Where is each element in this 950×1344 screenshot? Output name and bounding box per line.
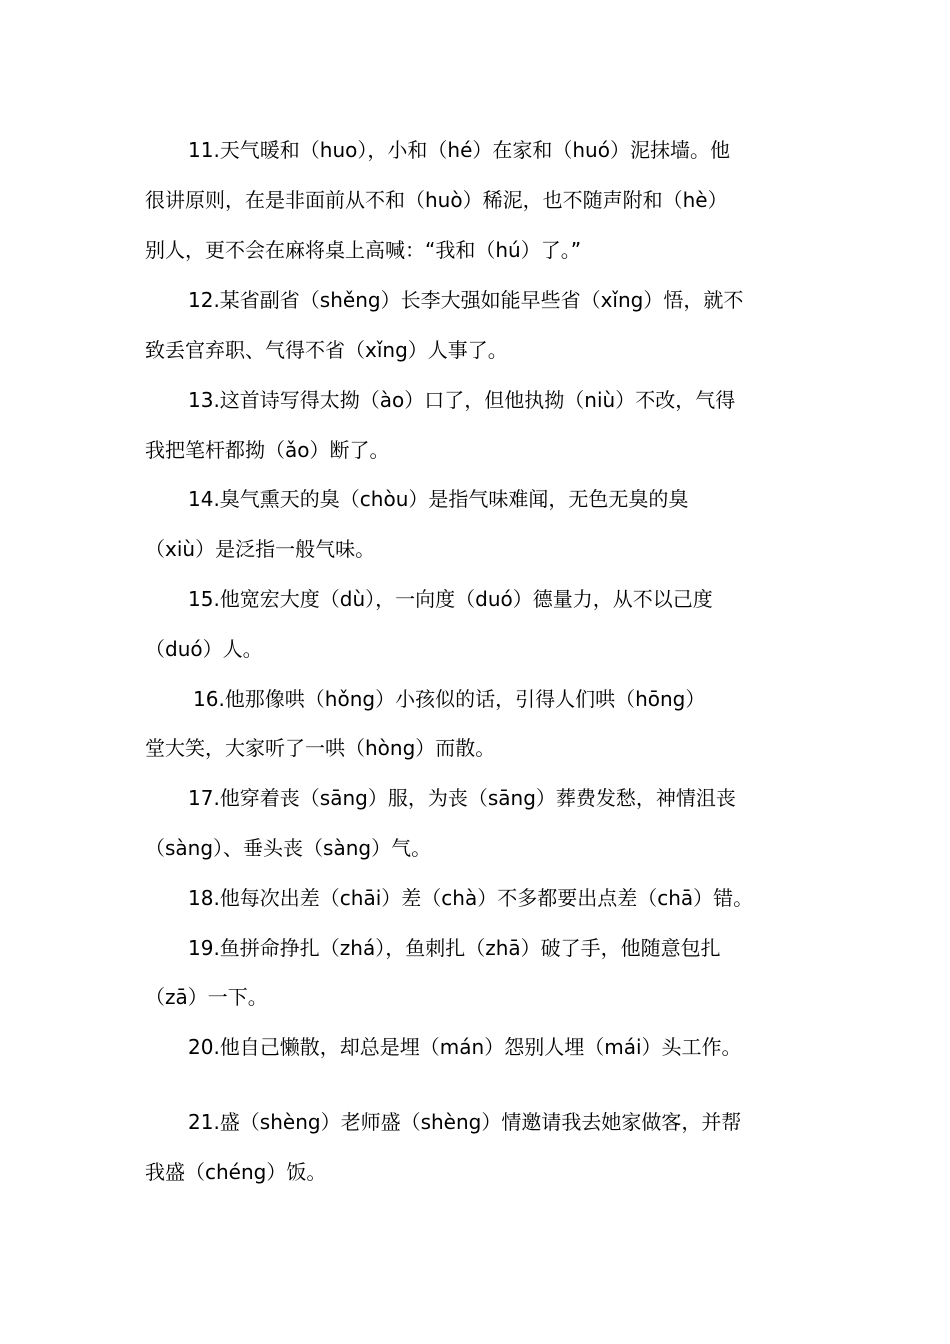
text-line-14a: 14.臭气熏天的臭（chòu）是指气味难闻，无色无臭的臭 — [188, 487, 689, 511]
text-line-21b: 我盛（chéng）饭。 — [145, 1160, 327, 1184]
text-line-12a: 12.某省副省（shěng）长李大强如能早些省（xǐng）悟，就不 — [188, 288, 744, 312]
text-line-21a: 21.盛（shèng）老师盛（shèng）情邀请我去她家做客，并帮 — [188, 1110, 742, 1134]
text-line-19b: （zā）一下。 — [145, 985, 268, 1009]
text-line-12b: 致丢官弃职、气得不省（xǐng）人事了。 — [145, 338, 508, 362]
text-line-14b: （xiù）是泛指一般气味。 — [145, 537, 376, 561]
text-line-20: 20.他自己懒散，却总是埋（mán）怨别人埋（mái）头工作。 — [188, 1035, 742, 1059]
text-line-18: 18.他每次出差（chāi）差（chà）不多都要出点差（chā）错。 — [188, 886, 754, 910]
text-line-19a: 19.鱼拼命挣扎（zhá），鱼刺扎（zhā）破了手，他随意包扎 — [188, 936, 721, 960]
text-line-16a: 16.他那像哄（hǒng）小孩似的话，引得人们哄（hōng） — [193, 687, 706, 711]
text-line-13b: 我把笔杆都拗（ǎo）断了。 — [145, 438, 390, 462]
text-line-11c: 别人，更不会在麻将桌上高喊：“我和（hú）了。” — [145, 238, 582, 262]
text-line-16b: 堂大笑，大家听了一哄（hòng）而散。 — [145, 736, 496, 760]
text-line-17b: （sàng）、垂头丧（sàng）气。 — [145, 836, 432, 860]
text-line-11a: 11.天气暖和（huo），小和（hé）在家和（huó）泥抹墙。他 — [188, 138, 730, 162]
text-line-15b: （duó）人。 — [145, 637, 263, 661]
text-line-15a: 15.他宽宏大度（dù），一向度（duó）德量力，从不以己度 — [188, 587, 713, 611]
text-line-13a: 13.这首诗写得太拗（ào）口了，但他执拗（niù）不改，气得 — [188, 388, 736, 412]
text-line-17a: 17.他穿着丧（sāng）服，为丧（sāng）葬费发愁，神情沮丧 — [188, 786, 736, 810]
text-line-11b: 很讲原则，在是非面前从不和（huò）稀泥，也不随声附和（hè） — [145, 188, 728, 212]
